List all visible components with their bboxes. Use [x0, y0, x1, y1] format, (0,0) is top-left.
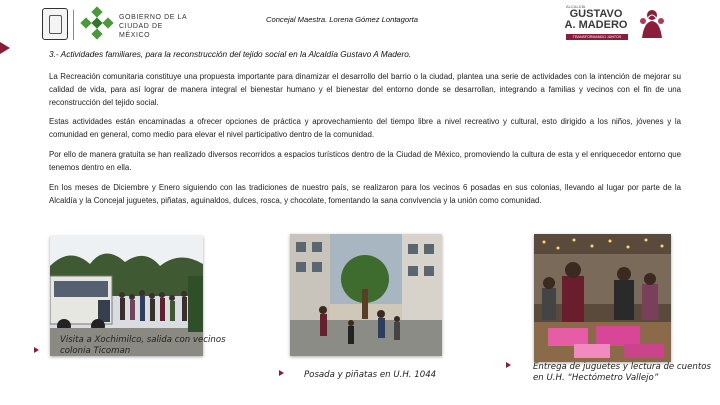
paragraph-2: Estas actividades están encaminadas a ofrecer opciones de práctica y aprovechamiento del tiempo libre a nivel recreativo y cultural, esto dirigido a los niños, jóvenes y la comunidad en general, como medio para elevar el nivel participativo dentro de la comunidad. — [49, 117, 681, 139]
caption-marker-2 — [279, 370, 284, 376]
logo-divider — [73, 10, 74, 40]
section-bullet — [0, 42, 10, 54]
paragraph-4: En los meses de Diciembre y Enero siguiendo con las tradiciones de nuestro país, se realizaron para los vecinos 6 posadas en sus colonias, llevando al lugar por parte de la Alcaldía y la Concejal juguetes, piñatas, aguinaldos, dulces, rosca, y chocolate, fomentando la sana convivencia y la unión como comunidad. — [49, 183, 681, 205]
cdmx-knot-icon — [80, 6, 114, 40]
gam-band: TRANSFORMANDO JUNTOS — [566, 34, 628, 40]
city-seal-icon — [42, 8, 68, 40]
gam-name-line-2: A. MADERO — [564, 19, 628, 31]
caption-posada: Posada y piñatas en U.H. 1044 — [304, 370, 437, 380]
caption-marker-3 — [506, 362, 511, 368]
paragraph-1: La Recreación comunitaria constituye una propuesta importante para dinamizar el desarrollo del barrio o la ciudad, plantea una serie de actividades con la intención de mejorar su calidad de vida, para así lograr de manera integral el bienestar humano y el bienestar del entorno donde se desarrollan, integrando a familias y vecinos con el fin de una reconstrucción del tejido social. — [49, 72, 681, 107]
cdmx-line-2: CIUDAD DE MÉXICO — [119, 23, 163, 39]
cdmx-wordmark — [119, 13, 192, 40]
gam-name-line-1: GUSTAVO — [569, 8, 623, 20]
family-figure-icon — [636, 6, 668, 40]
cdmx-government-logo — [42, 6, 192, 44]
photo-toy-delivery — [534, 234, 671, 362]
caption-xochimilco: Visita a Xochimilco, salida con vecinos colonia Ticoman — [60, 335, 226, 356]
gam-name — [564, 9, 628, 31]
caption-marker-1 — [34, 347, 39, 353]
cdmx-line-1: GOBIERNO DE LA — [119, 14, 188, 21]
gam-small-label: ALCALDÍA — [566, 4, 586, 9]
paragraph-3: Por ello de manera gratuita se han realizado diversos recorridos a espacios turísticos dentro de la Ciudad de México, promoviendo la cultura de esta y el enriquecedor entorno que tenemos dentro en ella. — [49, 150, 681, 172]
section-subtitle: 3.- Actividades familiares, para la reconstrucción del tejido social en la Alcaldía Gustavo A Madero. — [49, 49, 412, 59]
photo-posada-courtyard — [290, 234, 442, 356]
caption-toy-delivery: Entrega de juguetes y lectura de cuentos en U.H. “Hectómetro Vallejo” — [533, 362, 711, 383]
gam-logo — [558, 4, 670, 44]
header-title: Concejal Maestra. Lorena Gómez Lontagorta — [266, 15, 418, 24]
